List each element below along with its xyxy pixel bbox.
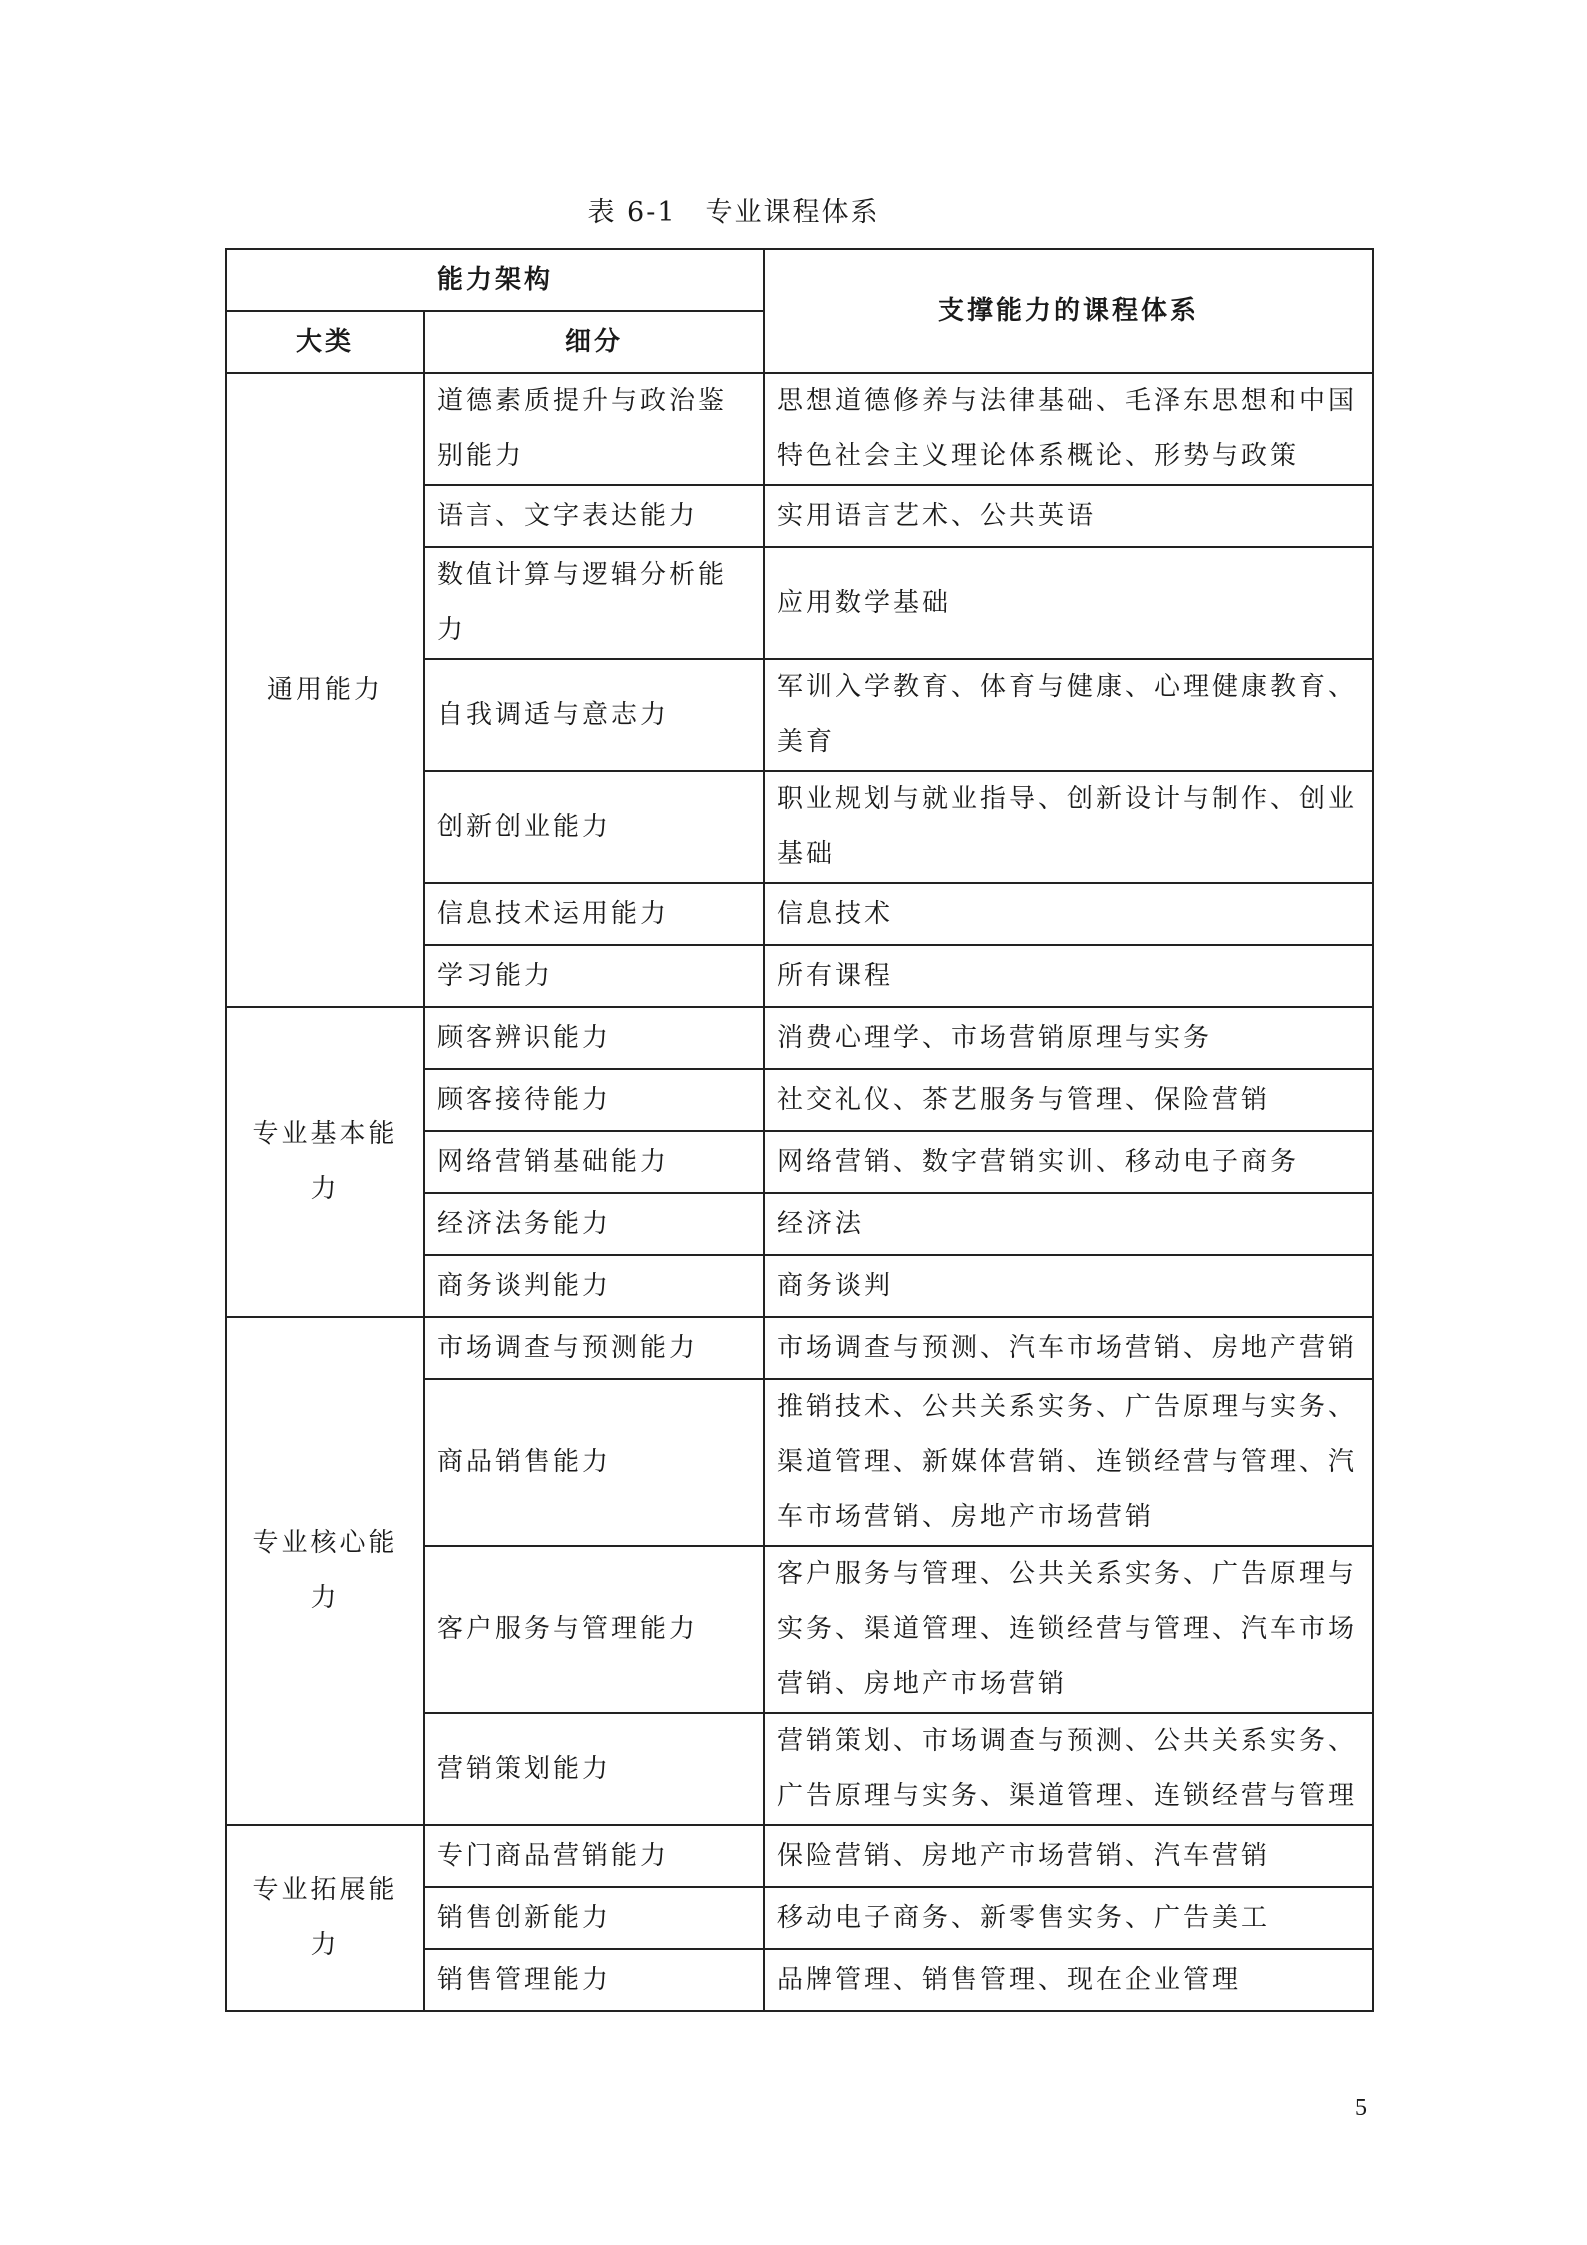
category-cell: 专业核心能力: [226, 1317, 424, 1825]
courses-cell: 客户服务与管理、公共关系实务、广告原理与实务、渠道管理、连锁经营与管理、汽车市场营销、房地产市场营销: [764, 1546, 1373, 1713]
subdivision-cell: 道德素质提升与政治鉴别能力: [424, 373, 764, 485]
subdivision-cell: 顾客接待能力: [424, 1069, 764, 1131]
courses-cell: 信息技术: [764, 883, 1373, 945]
subdivision-cell: 商品销售能力: [424, 1379, 764, 1546]
courses-cell: 经济法: [764, 1193, 1373, 1255]
courses-cell: 市场调查与预测、汽车市场营销、房地产营销: [764, 1317, 1373, 1379]
subdivision-cell: 学习能力: [424, 945, 764, 1007]
curriculum-table: [225, 248, 1374, 2012]
courses-cell: 实用语言艺术、公共英语: [764, 485, 1373, 547]
subdivision-cell: 销售创新能力: [424, 1887, 764, 1949]
courses-cell: 职业规划与就业指导、创新设计与制作、创业基础: [764, 771, 1373, 883]
courses-cell: 思想道德修养与法律基础、毛泽东思想和中国特色社会主义理论体系概论、形势与政策: [764, 373, 1373, 485]
header-category: 大类: [226, 311, 424, 373]
subdivision-cell: 专门商品营销能力: [424, 1825, 764, 1887]
header-subdivision: 细分: [424, 311, 764, 373]
subdivision-cell: 网络营销基础能力: [424, 1131, 764, 1193]
courses-cell: 营销策划、市场调查与预测、公共关系实务、广告原理与实务、渠道管理、连锁经营与管理: [764, 1713, 1373, 1825]
category-cell: 专业基本能力: [226, 1007, 424, 1317]
courses-cell: 商务谈判: [764, 1255, 1373, 1317]
courses-cell: 消费心理学、市场营销原理与实务: [764, 1007, 1373, 1069]
subdivision-cell: 数值计算与逻辑分析能力: [424, 547, 764, 659]
table-row: [226, 1317, 1373, 1379]
courses-cell: 社交礼仪、茶艺服务与管理、保险营销: [764, 1069, 1373, 1131]
subdivision-cell: 销售管理能力: [424, 1949, 764, 2011]
subdivision-cell: 自我调适与意志力: [424, 659, 764, 771]
category-cell: 专业拓展能力: [226, 1825, 424, 2011]
courses-cell: 网络营销、数字营销实训、移动电子商务: [764, 1131, 1373, 1193]
page-number: 5: [1355, 2095, 1367, 2121]
courses-cell: 保险营销、房地产市场营销、汽车营销: [764, 1825, 1373, 1887]
subdivision-cell: 创新创业能力: [424, 771, 764, 883]
courses-cell: 推销技术、公共关系实务、广告原理与实务、渠道管理、新媒体营销、连锁经营与管理、汽车市场营销、房地产市场营销: [764, 1379, 1373, 1546]
table-caption: 表 6-1 专业课程体系: [587, 197, 880, 228]
subdivision-cell: 语言、文字表达能力: [424, 485, 764, 547]
subdivision-cell: 顾客辨识能力: [424, 1007, 764, 1069]
subdivision-cell: 经济法务能力: [424, 1193, 764, 1255]
subdivision-cell: 商务谈判能力: [424, 1255, 764, 1317]
courses-cell: 军训入学教育、体育与健康、心理健康教育、美育: [764, 659, 1373, 771]
subdivision-cell: 营销策划能力: [424, 1713, 764, 1825]
courses-cell: 应用数学基础: [764, 547, 1373, 659]
header-ability-structure: 能力架构: [226, 249, 764, 311]
table-row: [226, 1007, 1373, 1069]
courses-cell: 品牌管理、销售管理、现在企业管理: [764, 1949, 1373, 2011]
subdivision-cell: 客户服务与管理能力: [424, 1546, 764, 1713]
table-row: [226, 373, 1373, 485]
subdivision-cell: 信息技术运用能力: [424, 883, 764, 945]
table-row: [226, 1825, 1373, 1887]
courses-cell: 移动电子商务、新零售实务、广告美工: [764, 1887, 1373, 1949]
header-support-courses: 支撑能力的课程体系: [764, 249, 1373, 373]
subdivision-cell: 市场调查与预测能力: [424, 1317, 764, 1379]
category-cell: 通用能力: [226, 373, 424, 1007]
courses-cell: 所有课程: [764, 945, 1373, 1007]
